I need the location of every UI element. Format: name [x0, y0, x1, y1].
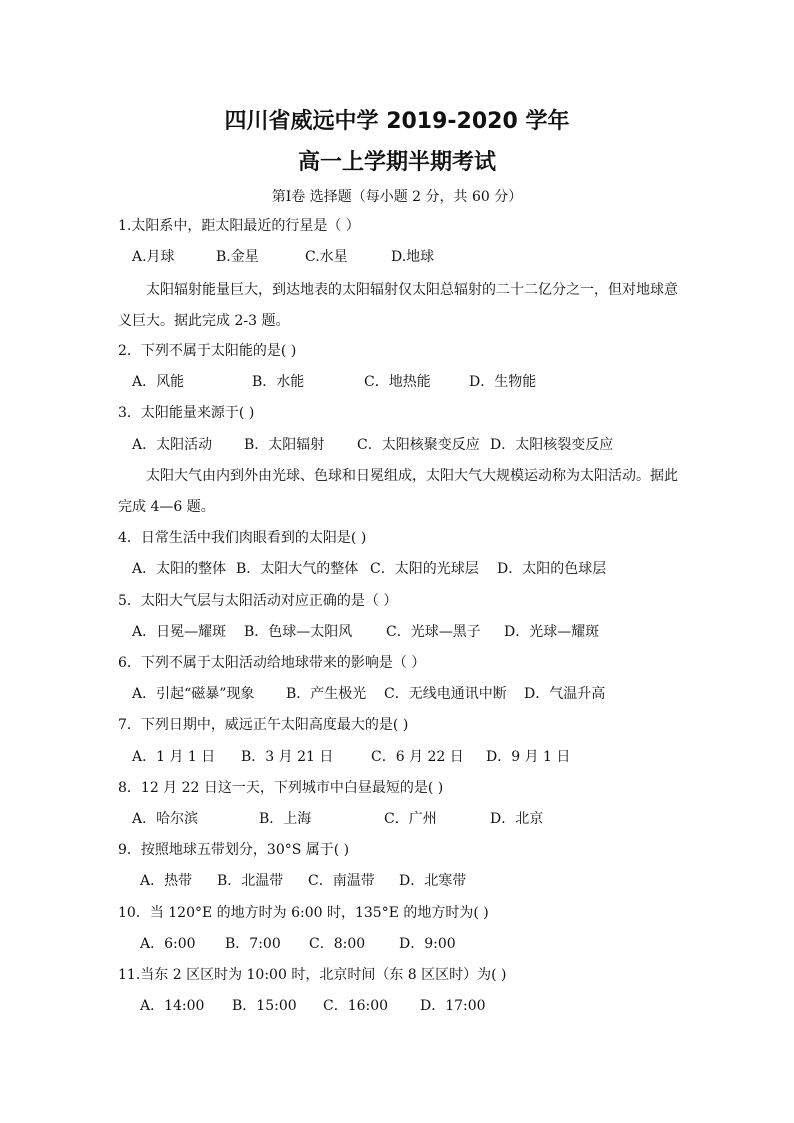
question-8-stem: 8．12 月 22 日这一天，下列城市中白昼最短的是( ) — [118, 780, 444, 796]
question-10-option-b: B．7:00 — [225, 936, 281, 952]
question-10-stem: 10．当 120°E 的地方时为 6:00 时，135°E 的地方时为( ) — [118, 905, 489, 921]
question-2-option-d: D．生物能 — [469, 374, 537, 390]
question-6-option-c: C．无线电通讯中断 — [384, 686, 507, 702]
section-heading: 第Ⅰ卷 选择题（每小题 2 分，共 60 分） — [271, 189, 523, 205]
question-8-option-b: B．上海 — [259, 811, 312, 827]
question-3-option-c: C．太阳核聚变反应 — [357, 437, 480, 453]
question-7-option-a: A．1 月 1 日 — [132, 749, 216, 765]
question-6-stem: 6．下列不属于太阳活动给地球带来的影响是（ ） — [118, 655, 426, 671]
question-5-option-a: A．日冕—耀斑 — [132, 624, 227, 640]
question-10-option-c: C．8:00 — [309, 936, 366, 952]
question-6-option-a: A．引起“磁暴”现象 — [132, 686, 255, 702]
question-7-option-c: C．6 月 22 日 — [371, 749, 464, 765]
question-5-option-c: C．光球—黑子 — [386, 624, 481, 640]
question-6-option-d: D．气温升高 — [524, 686, 606, 702]
question-3-option-d: D．太阳核裂变反应 — [490, 437, 614, 453]
question-9-option-d: D．北寒带 — [399, 873, 467, 889]
question-10-option-d: D．9:00 — [399, 936, 456, 952]
question-1-option-c: C.水星 — [305, 249, 348, 265]
question-4-option-b: B．太阳大气的整体 — [236, 561, 359, 577]
question-11-option-d: D．17:00 — [420, 998, 486, 1014]
question-1-option-d: D.地球 — [391, 249, 435, 265]
question-4-option-a: A．太阳的整体 — [132, 561, 227, 577]
question-10-option-a: A．6:00 — [140, 936, 196, 952]
material-2-line-2: 完成 4—6 题。 — [118, 499, 215, 515]
material-2-line-1: 太阳大气由内到外由光球、色球和日冕组成，太阳大气大规模运动称为太阳活动。据此 — [146, 468, 678, 484]
question-4-stem: 4．日常生活中我们肉眼看到的太阳是( ) — [118, 530, 367, 546]
question-2-option-c: C．地热能 — [364, 374, 431, 390]
question-3-stem: 3．太阳能量来源于( ) — [118, 405, 255, 421]
question-9-option-b: B．北温带 — [217, 873, 284, 889]
question-3-option-b: B．太阳辐射 — [244, 437, 325, 453]
question-1-option-b: B.金星 — [216, 249, 259, 265]
question-2-option-a: A．风能 — [132, 374, 185, 390]
question-6-option-b: B．产生极光 — [286, 686, 367, 702]
question-9-option-a: A．热带 — [140, 873, 193, 889]
question-5-option-d: D．光球—耀斑 — [504, 624, 600, 640]
question-11-option-c: C．16:00 — [323, 998, 389, 1014]
question-9-option-c: C．南温带 — [308, 873, 375, 889]
question-8-option-d: D．北京 — [490, 811, 544, 827]
question-1-option-a: A.月球 — [132, 249, 175, 265]
question-9-stem: 9．按照地球五带划分，30°S 属于( ) — [118, 842, 350, 858]
question-4-option-d: D．太阳的色球层 — [497, 561, 607, 577]
question-11-stem: 11.当东 2 区区时为 10:00 时，北京时间（东 8 区区时）为( ) — [118, 967, 507, 983]
question-5-option-b: B．色球—太阳风 — [244, 624, 353, 640]
question-11-option-a: A．14:00 — [140, 998, 205, 1014]
question-7-option-b: B．3 月 21 日 — [241, 749, 334, 765]
material-1-line-2: 义巨大。据此完成 2-3 题。 — [118, 313, 290, 329]
question-8-option-c: C．广州 — [384, 811, 437, 827]
question-11-option-b: B．15:00 — [232, 998, 297, 1014]
question-2-stem: 2．下列不属于太阳能的是( ) — [118, 343, 297, 359]
question-1-stem: 1.太阳系中，距太阳最近的行星是（ ） — [118, 218, 360, 234]
exam-title-term: 高一上学期半期考试 — [297, 150, 496, 175]
question-4-option-c: C．太阳的光球层 — [370, 561, 479, 577]
question-7-stem: 7．下列日期中，威远正午太阳高度最大的是( ) — [118, 717, 409, 733]
question-3-option-a: A．太阳活动 — [132, 437, 213, 453]
question-7-option-d: D．9 月 1 日 — [486, 749, 571, 765]
question-2-option-b: B．水能 — [252, 374, 305, 390]
exam-title-school: 四川省威远中学 2019-2020 学年 — [224, 109, 570, 134]
material-1-line-1: 太阳辐射能量巨大，到达地表的太阳辐射仅太阳总辐射的二十二亿分之一，但对地球意 — [146, 282, 678, 298]
question-5-stem: 5．太阳大气层与太阳活动对应正确的是（ ） — [118, 593, 398, 609]
question-8-option-a: A．哈尔滨 — [132, 811, 199, 827]
